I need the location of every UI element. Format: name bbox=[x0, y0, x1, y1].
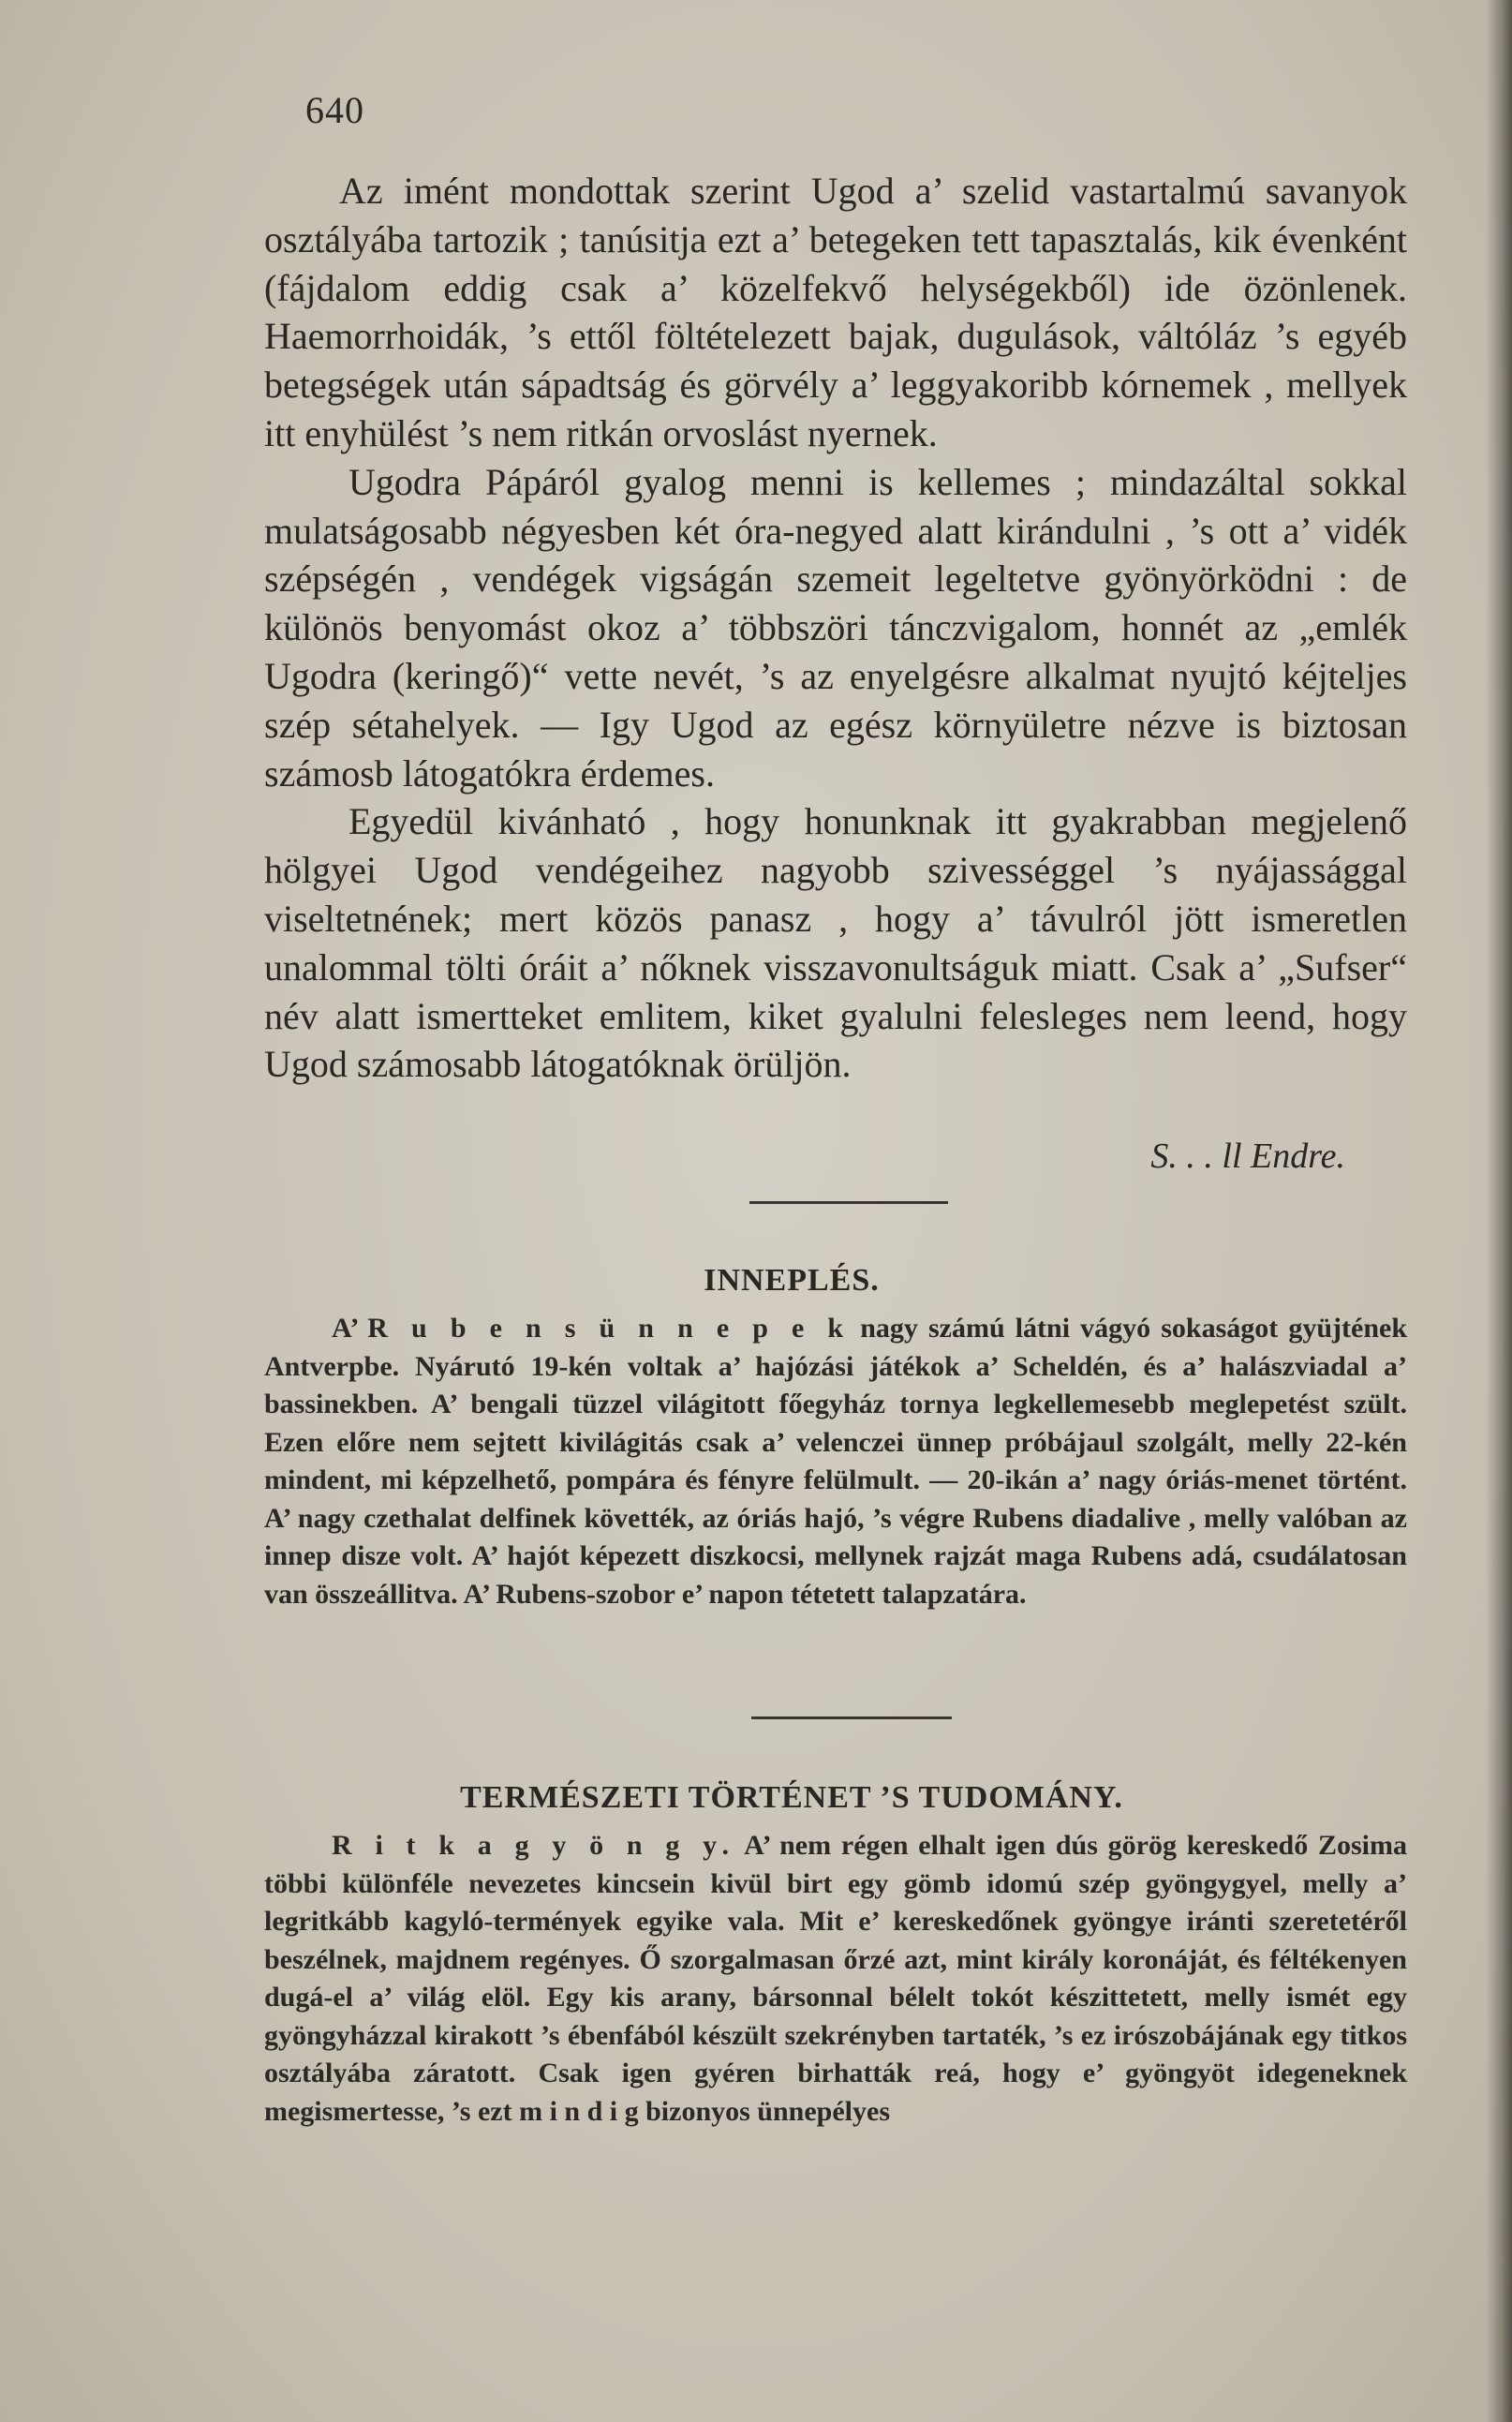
paragraph-3: Egyedül kivánható , hogy honunknak itt gyakrabban megjelenő hölgyei Ugod vendégeihez nagyobb szivességgel ’s nyájassággal viseltetnének; mert közös panasz , hogy a’ távulról jött ismeretlen unalommal tölti óráit a’ nőknek visszavonultságuk miatt. Csak a’ „Sufser“ név alatt ismertteket emlitem, kiket gyalulni felesleges nem leend, hogy Ugod számosabb látogatóknak örüljön. bbox=[264, 800, 1407, 1086]
article-ugod bbox=[264, 167, 1407, 1089]
page-number: 640 bbox=[305, 89, 364, 131]
paragraph-1: Az imént mondottak szerint Ugod a’ szelid vastartalmú savanyok osztályába tartozik ; tanúsitja ezt a’ betegeken tett tapasztalás, kik évenként (fájdalom eddig csak a’ közelfekvő helységekből) ide özönlenek. Haemorrhoidák, ’s ettől föltételezett bajak, dugulások, váltóláz ’s egyéb betegségek után sápadtság és görvély a’ leggyakoribb kórnemek , mellyek itt enyhülést ’s nem ritkán orvoslást nyernek. bbox=[264, 170, 1407, 454]
section-heading-inneples: INNEPLÉS. bbox=[704, 1263, 880, 1298]
section-body-termeszet bbox=[264, 1827, 1407, 2131]
section-body-inneples bbox=[264, 1310, 1407, 1613]
news-text: A’ nem régen elhalt igen dús görög kereskedő Zosima többi különféle nevezetes kincsein kivül birt egy gömb idomú szép gyöngygyel, melly a’ legritkább kagyló-termények egyike vala. Mit e’ kereskedőnek gyöngye iránti szeretetéről beszélnek, majdnem regényes. Ő szorgalmasan őrzé azt, mint király koronáját, és féltékenyen dugá-el a’ világ elöl. Egy kis arany, bársonnal bélelt tokót készittetett, melly ismét egy gyöngyházzal kirakott ’s ébenfából készült szekrényben tartaték, ’s ez irószobájának egy titkos osztályába záratott. Csak igen gyéren birhatták reá, hogy e’ gyöngyöt idegeneknek megismertesse, ’s ezt m i n d i g bizonyos ünnepélyes bbox=[264, 1830, 1407, 2127]
section-heading-termeszet: TERMÉSZETI TÖRTÉNET ’S TUDOMÁNY. bbox=[460, 1780, 1123, 1815]
news-paragraph bbox=[264, 1827, 1407, 2131]
news-lead-word: R i t k a g y ö n g y. bbox=[332, 1830, 735, 1861]
news-text: nagy számú látni vágyó sokaságot gyüjtének Antverpbe. Nyárutó 19-kén voltak a’ hajózási játékok a’ Scheldén, és a’ halászviadal a’ bassinekben. A’ bengali tüzzel világitott főegyház tornya legkellemesebb meglepetést szült. Ezen előre nem sejtett kivilágitás csak a’ velenczei ünnep próbájaul szolgált, melly 22-kén mindent, mi képzelhető, pompára és fényre felülmult. — 20-ikán a’ nagy óriás-menet történt. A’ nagy czethalat delfinek követték, az óriás hajó, ’s végre Rubens diadalive , melly valóban az innep disze volt. A’ hajót képezett diszkocsi, mellynek rajzát maga Rubens adá, csudálatosan van összeállitva. A’ Rubens-szobor e’ napon tétetett talapzatára. bbox=[264, 1313, 1408, 1610]
page-binding-shadow bbox=[1486, 0, 1512, 2422]
news-prefix: A’ bbox=[332, 1313, 368, 1344]
paragraph-2: Ugodra Pápáról gyalog menni is kellemes ; mindazáltal sokkal mulatságosabb négyesben két óra-negyed alatt kirándulni , ’s ott a’ vidék szépségén , vendégek vigságán szemeit legeltetve gyönyörködni : de különös benyomást okoz a’ többszöri tánczvigalom, honnét az „emlék Ugodra (keringő)“ vette nevét, ’s az enyelgésre alkalmat nyujtó kéjteljes szép sétahelyek. — Igy Ugod az egész környületre nézve is biztosan számosb látogatókra érdemes. bbox=[264, 460, 1407, 795]
section-divider bbox=[749, 1201, 948, 1204]
news-paragraph bbox=[264, 1310, 1407, 1613]
news-lead-word: R u b e n s ü n n e p e k bbox=[367, 1313, 851, 1344]
section-divider bbox=[751, 1716, 952, 1719]
author-signature: S. . . ll Endre. bbox=[1150, 1137, 1345, 1176]
